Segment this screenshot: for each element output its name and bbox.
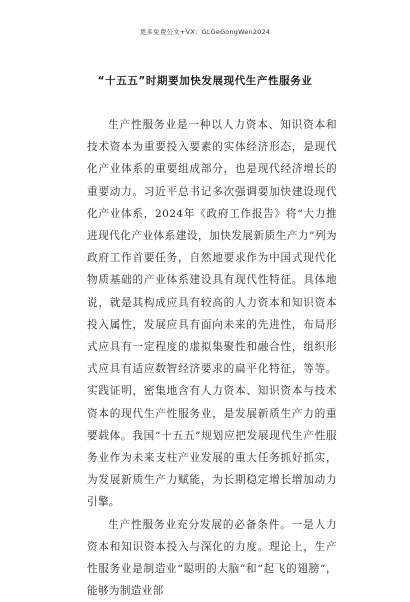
document-title: “十五五”时期要加快发展现代生产性服务业 <box>97 75 313 87</box>
document-body <box>87 114 337 602</box>
body-paragraph: 生产性服务业是一种以人力资本、知识资本和技术资本为重要投入要素的实体经济形态，是现代化产业体系的重要组成部分，也是现代经济增长的重要动力。习近平总书记多次强调要加快建设现代化产业体系，2024年《政府工作报告》将“大力推进现代化产业体系建设，加快发展新质生产力”列为政府工作首要任务，自然地要求作为中国式现代化物质基础的产业体系建设具有现代性特征。具体地说，就是其构成应具有较高的人力资本和知识资本投入属性，发展应具有面向未来的先进性，布局形式应具有一定程度的虚拟集聚性和融合性，组织形式应具有适应数智经济要求的扁平化特征，等等。实践证明，密集地含有人力资本、知识资本与技术资本的现代生产性服务业，是发展新质生产力的重要载体。我国“十五五”规划应把发展现代生产性服务业作为未来支柱产业发展的重大任务抓好抓实，为发展新质生产力赋能，为长期稳定增长增加动力引擎。 <box>87 119 337 509</box>
header-note: 更多免费公文+VX：GLGeGongWen2024 <box>139 28 271 36</box>
body-paragraph: 生产性服务业充分发展的必备条件。一是人力资本和知识资本投入与深化的力度。理论上，生产性服务业是制造业“聪明的大脑”和“起飞的翅膀”，能够为制造业部 <box>87 518 337 598</box>
